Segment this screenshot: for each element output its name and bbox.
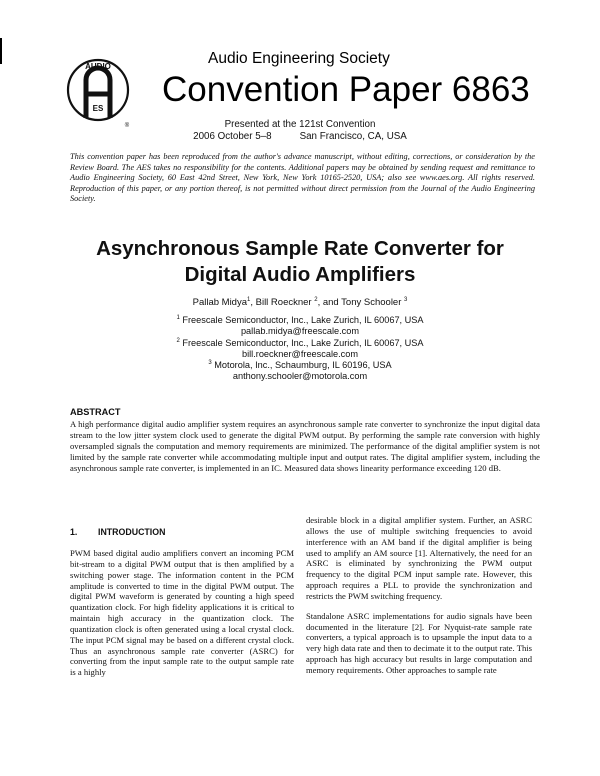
author-1-sup: 1 (247, 296, 251, 303)
intro-paragraph-1: PWM based digital audio amplifiers convert an incoming PCM bit-stream to a digital PWM output that is then amplified by a switching power stage. The information content in the PCM amplitude is converted to time in the digital PWM output. The digital PWM waveform is generated by counting a high speed quantization clock. For high fidelity applications it is critical to maintain high accuracy in the quantization clock. The quantization clock is often generated using a local crystal clock. The input PCM signal may be based on a different crystal clock. Thus an asynchronous sample rate converter (ASRC) for converting from the input sample rate to the output sample rate is a highly (70, 548, 294, 678)
intro-paragraph-3: Standalone ASRC implementations for audio signals have been documented in the literature [2]. For Nyquist-rate sample rate converters, a typical approach is to upsample the input data to a very high data rate and then to decimate it to the output rate. This approach has high accuracy but results in large computation and memory requirements. Other approaches to sample rate (306, 610, 532, 675)
paper-title (0, 236, 600, 288)
affiliation-2: $^2$ Freescale Semiconductor, Inc., Lake Zurich, IL 60067, USA (176, 337, 424, 348)
section-heading (70, 527, 165, 537)
disclaimer-text: This convention paper has been reproduced from the author's advance manuscript, without editing, corrections, or consideration by the Review Board. The AES takes no responsibility for the contents. Additional papers may be obtained by sending request and remittance to Audio Engineering Society, 60 East 42nd Street, New York, New York 10165-2520, USA; also see www.aes.org. All rights reserved. Reproduction of this paper, or any portion thereof, is not permitted without direct permission from the Journal of the Audio Engineering Society. (70, 152, 535, 204)
paper-title-line-2: Digital Audio Amplifiers (184, 263, 416, 286)
logo-text: AUDIO (85, 62, 111, 71)
affiliation-3: $^3$ Motorola, Inc., Schaumburg, IL 60196, USA (208, 360, 392, 371)
affiliation-1: $^1$ Freescale Semiconductor, Inc., Lake Zurich, IL 60067, USA (176, 314, 424, 325)
page-edge-mark (0, 38, 2, 64)
abstract-text: A high performance digital audio amplifier system requires an asynchronous sample rate converter to synchronize the input digital data stream to the low jitter system clock used to generate the digital PWM output. By performing the sample rate conversion with highly oversampled signals the computation and memory requirements are minimized. The performance of the digital amplifier system is not limited by the sample rate converter while accommodating multiple input and output rates. The digital amplifier system, including the asynchronous sample rate converter, is implemented in an IC. Measured data shows linearity performance exceeding 120 dB. (70, 419, 540, 473)
section-title: INTRODUCTION (98, 527, 166, 537)
presented-block (0, 119, 600, 143)
convention-location: San Francisco, CA, USA (299, 131, 407, 142)
convention-date: 2006 October 5–8 (193, 131, 272, 142)
author-list: Pallab Midya$^1$, Bill Roeckner $^2$, and Tony Schooler $^3$ (192, 296, 408, 308)
affiliation-2-email: bill.roeckner@freescale.com (241, 348, 359, 359)
society-name: Audio Engineering Society (208, 50, 390, 67)
column-right (306, 515, 532, 685)
affiliation-1-email: pallab.midya@freescale.com (240, 326, 360, 337)
column-left (70, 548, 294, 687)
convention-paper-title: Convention Paper 6863 (162, 70, 530, 109)
author-3-sup: 3 (404, 296, 408, 303)
logo-sub: ES (92, 104, 104, 113)
svg-text:®: ® (124, 123, 130, 129)
abstract-heading: ABSTRACT (70, 407, 121, 417)
author-3: and Tony Schooler (322, 297, 402, 308)
author-1: Pallab Midya (192, 297, 247, 308)
paper-title-line-1: Asynchronous Sample Rate Converter for (96, 237, 504, 260)
affiliation-3-email: anthony.schooler@motorola.com (232, 371, 368, 382)
logo-letter: A (65, 54, 66, 55)
presented-line: Presented at the 121st Convention (224, 119, 376, 130)
intro-paragraph-2: desirable block in a digital amplifier system. Further, an ASRC allows the use of multiple switching frequencies to avoid interference with an AM band if the digital amplifier is being used to amplify an AM source [1]. Alternatively, the need for an ASRC is eliminated by synchronizing the PWM output frequency to the digital PCM input sample rate. However, this approach requires a PLL to provide the synchronization and restricts the PWM switching frequency. (306, 515, 532, 601)
author-2-sup: 2 (314, 296, 318, 303)
author-2: Bill Roeckner (255, 297, 312, 308)
section-number: 1. (70, 527, 78, 537)
affiliations (0, 315, 600, 383)
